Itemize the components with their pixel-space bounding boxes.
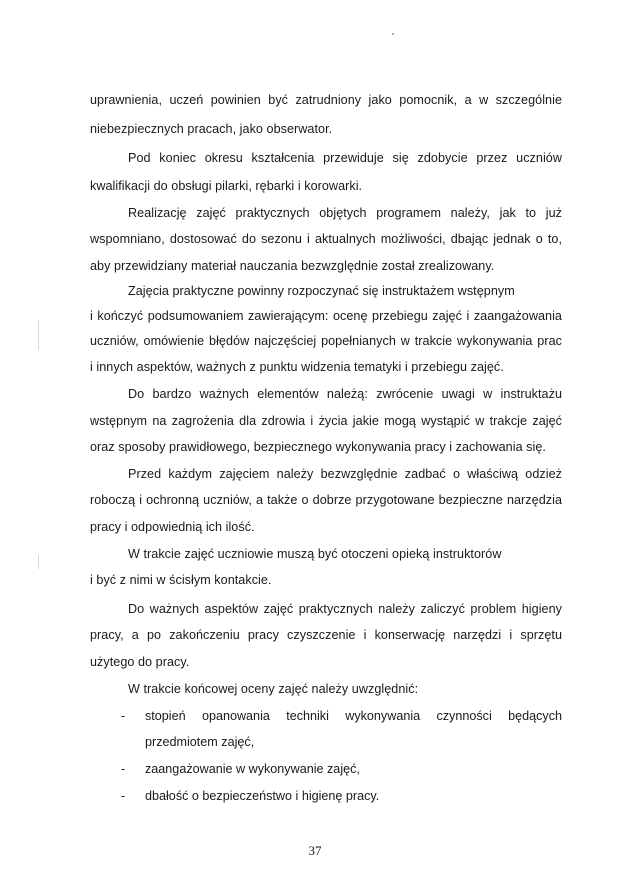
text-line: i innych aspektów, ważnych z punktu widzenia tematyki i przebiegu zajęć. — [90, 360, 504, 374]
bullet-item-continuation: przedmiotem zajęć, — [145, 735, 255, 749]
text-line: Do bardzo ważnych elementów należą: zwrócenie uwagi w instruktażu — [128, 387, 562, 401]
bullet-item: dbałość o bezpieczeństwo i higienę pracy. — [145, 789, 380, 803]
text-line: wspomniano, dostosować do sezonu i aktualnych możliwości, dbając jednak o to, — [90, 232, 562, 246]
text-line: Realizację zajęć praktycznych objętych programem należy, jak to już — [128, 206, 562, 220]
page-number: 37 — [308, 843, 322, 858]
bullet-item: zaangażowanie w wykonywanie zajęć, — [145, 762, 360, 776]
text-line: Przed każdym zajęciem należy bezwzględnie zadbać o właściwą odzież — [128, 467, 562, 481]
text-line: uczniów, omówienie błędów najczęściej popełnianych w trakcie wykonywania prac — [90, 334, 562, 348]
scan-artifact — [38, 320, 39, 350]
text-line: W trakcie zajęć uczniowie muszą być otoczeni opieką instruktorów — [128, 547, 502, 561]
text-line: Pod koniec okresu kształcenia przewiduje się zdobycie przez uczniów — [128, 151, 562, 165]
stray-mark: ' — [392, 32, 394, 43]
text-line: niebezpiecznych pracach, jako obserwator. — [90, 122, 333, 136]
text-line: Zajęcia praktyczne powinny rozpoczynać się instruktażem wstępnym — [128, 284, 515, 298]
text-line: Do ważnych aspektów zajęć praktycznych należy zaliczyć problem higieny — [128, 602, 562, 616]
text-line: pracy i odpowiednią ich ilość. — [90, 520, 255, 534]
text-line: wstępnym na zagrożenia dla zdrowia i życia jakie mogą wystąpić w trakcje zajęć — [90, 414, 562, 428]
scan-artifact — [38, 555, 39, 569]
text-line: oraz sposoby prawidłowego, bezpiecznego wykonywania pracy i zachowania się. — [90, 440, 546, 454]
text-line: kwalifikacji do obsługi pilarki, rębarki i korowarki. — [90, 179, 363, 193]
text-line: i być z nimi w ścisłym kontakcie. — [90, 573, 272, 587]
bullet-marker: - — [121, 709, 126, 723]
text-line: i kończyć podsumowaniem zawierającym: ocenę przebiegu zajęć i zaangażowania — [90, 309, 562, 323]
bullet-item: stopień opanowania techniki wykonywania czynności będących — [145, 709, 562, 723]
text-line: W trakcie końcowej oceny zajęć należy uwzględnić: — [128, 682, 419, 696]
text-line: aby przewidziany materiał nauczania bezwzględnie został zrealizowany. — [90, 259, 495, 273]
text-line: użytego do pracy. — [90, 655, 190, 669]
text-line: pracy, a po zakończeniu pracy czyszczenie i konserwację narzędzi i sprzętu — [90, 628, 562, 642]
text-line: uprawnienia, uczeń powinien być zatrudniony jako pomocnik, a w szczególnie — [90, 93, 562, 107]
text-line: roboczą i ochronną uczniów, a także o dobrze przygotowane bezpieczne narzędzia — [90, 493, 562, 507]
bullet-marker: - — [121, 789, 126, 803]
bullet-marker: - — [121, 762, 126, 776]
